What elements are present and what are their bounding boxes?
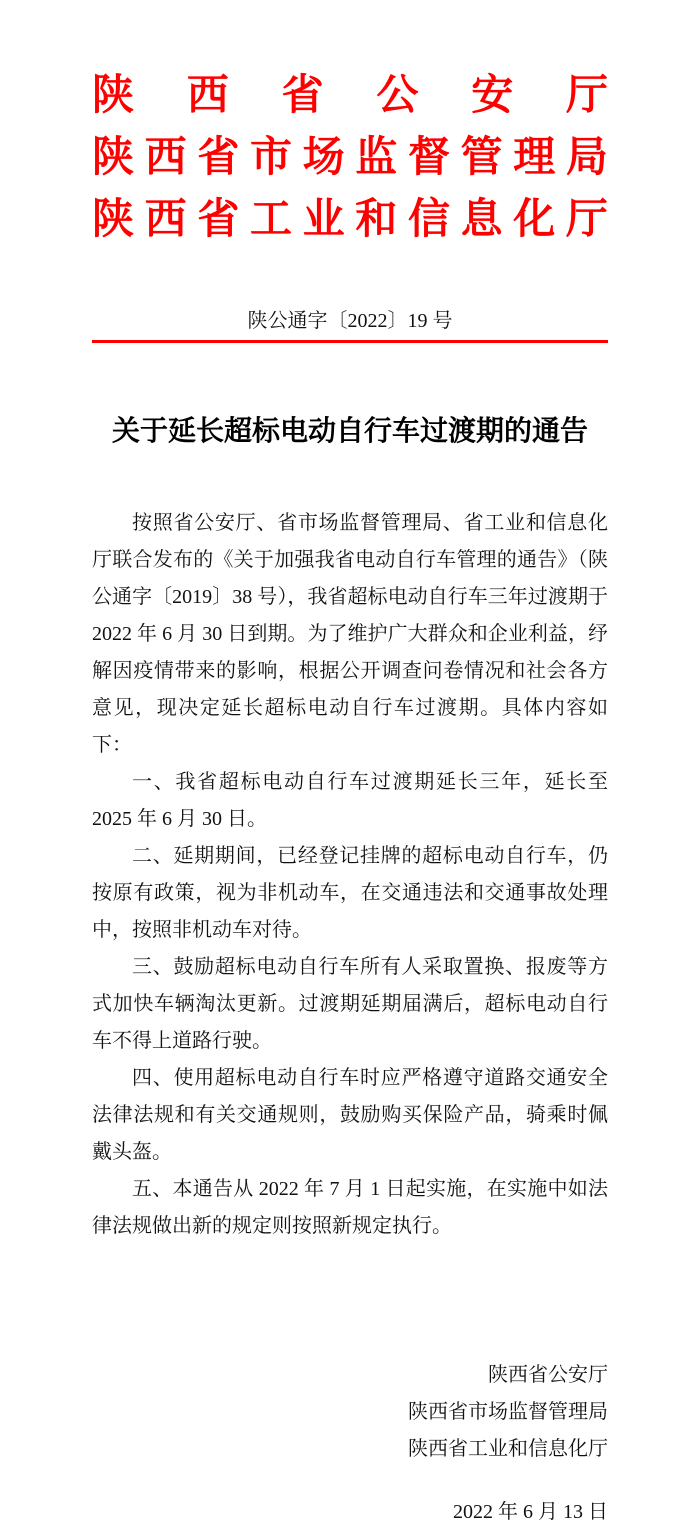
paragraph-item-2: 二、延期期间，已经登记挂牌的超标电动自行车，仍按原有政策，视为非机动车，在交通违法和交通事故处理中，按照非机动车对待。 [92, 845, 608, 941]
agency-line-industry-it [92, 188, 608, 250]
agency-line-public-security [92, 64, 608, 126]
agency-character: 理 [513, 133, 556, 180]
agency-character: 陕 [92, 71, 135, 118]
notice-document-page [0, 64, 700, 1530]
agency-character: 安 [471, 71, 514, 118]
doc-number: 陕公通字〔2022〕19 号 [247, 310, 453, 332]
agency-character: 省 [197, 133, 240, 180]
agency-character: 厅 [565, 71, 608, 118]
paragraph-item-1: 一、我省超标电动自行车过渡期延长三年，延长至 2025 年 6 月 30 日。 [92, 771, 608, 830]
agency-character: 场 [302, 133, 345, 180]
signature-market-regulation: 陕西省市场监督管理局 [408, 1401, 608, 1423]
notice-body [92, 505, 608, 1245]
paragraph-intro: 按照省公安厅、省市场监督管理局、省工业和信息化厅联合发布的《关于加强我省电动自行车管理的通告》（陕公通字〔2019〕38 号），我省超标电动自行车三年过渡期于 2022 年 6 月 30 日到期。为了维护广大群众和企业利益，纾解因疫情带来的影响，根据公开调查问卷情况和社会各方意见，现决定延长超标电动自行车过渡期。具体内容如下： [92, 512, 608, 756]
signature-industry-it: 陕西省工业和信息化厅 [408, 1438, 608, 1460]
paragraph-item-3: 三、鼓励超标电动自行车所有人采取置换、报废等方式加快车辆淘汰更新。过渡期延期届满后，超标电动自行车不得上道路行驶。 [92, 956, 608, 1052]
agency-character: 市 [249, 133, 292, 180]
paragraph-item-4: 四、使用超标电动自行车时应严格遵守道路交通安全法律法规和有关交通规则，鼓励购买保险产品，骑乘时佩戴头盔。 [92, 1067, 608, 1163]
signature-public-security: 陕西省公安厅 [488, 1364, 608, 1386]
signature-block [92, 1357, 608, 1468]
paragraph-item-5: 五、本通告从 2022 年 7 月 1 日起实施，在实施中如法律法规做出新的规定则按照新规定执行。 [92, 1178, 608, 1237]
agency-character: 业 [302, 195, 345, 242]
agency-character: 工 [249, 195, 292, 242]
agency-character: 监 [355, 133, 398, 180]
agency-character: 西 [186, 71, 229, 118]
agency-character: 厅 [565, 195, 608, 242]
agency-character: 西 [144, 195, 187, 242]
agency-character: 西 [144, 133, 187, 180]
notice-title: 关于延长超标电动自行车过渡期的通告 [111, 415, 588, 446]
agency-character: 局 [565, 133, 608, 180]
agency-character: 陕 [92, 133, 135, 180]
red-divider [92, 340, 608, 343]
agency-header [92, 64, 608, 250]
agency-character: 省 [281, 71, 324, 118]
agency-character: 督 [407, 133, 450, 180]
agency-character: 化 [513, 195, 556, 242]
agency-character: 和 [355, 195, 398, 242]
agency-character: 省 [197, 195, 240, 242]
agency-character: 公 [376, 71, 419, 118]
agency-character: 管 [460, 133, 503, 180]
agency-character: 信 [407, 195, 450, 242]
agency-character: 息 [460, 195, 503, 242]
agency-character: 陕 [92, 195, 135, 242]
agency-line-market-regulation [92, 126, 608, 188]
issue-date: 2022 年 6 月 13 日 [453, 1501, 608, 1523]
